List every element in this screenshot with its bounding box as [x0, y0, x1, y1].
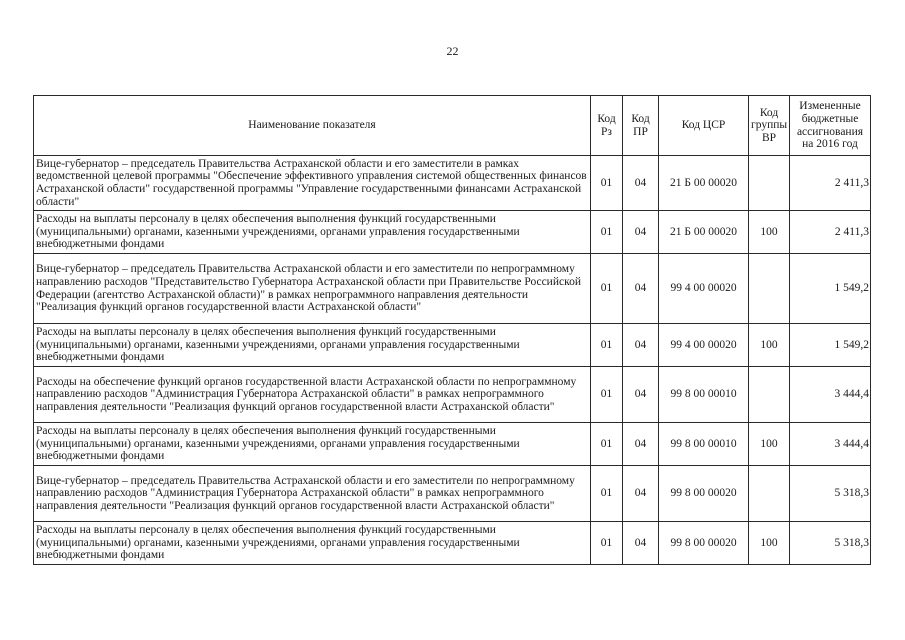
row-pr: 04	[623, 211, 659, 254]
table-row	[34, 367, 871, 423]
row-pr: 04	[623, 156, 659, 211]
budget-table	[33, 95, 871, 565]
row-name: Расходы на выплаты персоналу в целях обеспечения выполнения функций государственными (муниципальными) органами, казенными учреждениями, органами управления государственными внебюджетными фондами	[34, 211, 591, 254]
table-row	[34, 466, 871, 522]
row-amount: 5 318,3	[790, 522, 871, 565]
row-amount: 1 549,2	[790, 254, 871, 324]
row-amount: 2 411,3	[790, 211, 871, 254]
row-name: Расходы на выплаты персоналу в целях обеспечения выполнения функций государственными (муниципальными) органами, казенными учреждениями, органами управления государственными внебюджетными фондами	[34, 423, 591, 466]
row-name: Вице-губернатор – председатель Правительства Астраханской области и его заместители в рамках ведомственной целевой программы "Обеспечение эффективного управления системой общественных финансов Астраханской области" государственной программы "Управление государственными финансами Астраханской области"	[34, 156, 591, 211]
row-vr	[749, 466, 790, 522]
row-csr: 21 Б 00 00020	[659, 156, 749, 211]
header-pr: Код ПР	[623, 96, 659, 156]
row-csr: 99 8 00 00010	[659, 423, 749, 466]
row-pr: 04	[623, 423, 659, 466]
row-vr: 100	[749, 324, 790, 367]
header-amount: Измененные бюджетные ассигнования на 2016 год	[790, 96, 871, 156]
table-row	[34, 423, 871, 466]
row-pr: 04	[623, 466, 659, 522]
row-rz: 01	[591, 211, 623, 254]
row-rz: 01	[591, 423, 623, 466]
table-row	[34, 156, 871, 211]
header-csr: Код ЦСР	[659, 96, 749, 156]
row-vr	[749, 367, 790, 423]
header-name: Наименование показателя	[34, 96, 591, 156]
row-csr: 21 Б 00 00020	[659, 211, 749, 254]
table-row	[34, 522, 871, 565]
row-pr: 04	[623, 324, 659, 367]
header-vr: Код группы ВР	[749, 96, 790, 156]
header-rz: Код Рз	[591, 96, 623, 156]
row-name: Вице-губернатор – председатель Правительства Астраханской области и его заместители по непрограммному направлению расходов "Администрация Губернатора Астраханской области" в рамках непрограммного направления деятельности "Реализация функций органов государственной власти Астраханской области"	[34, 466, 591, 522]
row-pr: 04	[623, 367, 659, 423]
row-amount: 2 411,3	[790, 156, 871, 211]
row-pr: 04	[623, 254, 659, 324]
row-name: Расходы на выплаты персоналу в целях обеспечения выполнения функций государственными (муниципальными) органами, казенными учреждениями, органами управления государственными внебюджетными фондами	[34, 522, 591, 565]
row-amount: 1 549,2	[790, 324, 871, 367]
table-row	[34, 211, 871, 254]
row-csr: 99 4 00 00020	[659, 254, 749, 324]
row-csr: 99 4 00 00020	[659, 324, 749, 367]
row-rz: 01	[591, 466, 623, 522]
row-rz: 01	[591, 324, 623, 367]
row-rz: 01	[591, 156, 623, 211]
row-amount: 3 444,4	[790, 423, 871, 466]
row-vr: 100	[749, 211, 790, 254]
row-amount: 3 444,4	[790, 367, 871, 423]
row-amount: 5 318,3	[790, 466, 871, 522]
row-vr	[749, 254, 790, 324]
table-header-row	[34, 96, 871, 156]
row-name: Расходы на обеспечение функций органов государственной власти Астраханской области по непрограммному направлению расходов "Администрация Губернатора Астраханской области" в рамках непрограммного направления деятельности "Реализация функций органов государственной власти Астраханской области"	[34, 367, 591, 423]
row-name: Расходы на выплаты персоналу в целях обеспечения выполнения функций государственными (муниципальными) органами, казенными учреждениями, органами управления государственными внебюджетными фондами	[34, 324, 591, 367]
row-csr: 99 8 00 00020	[659, 466, 749, 522]
row-rz: 01	[591, 367, 623, 423]
row-rz: 01	[591, 254, 623, 324]
row-csr: 99 8 00 00010	[659, 367, 749, 423]
row-vr	[749, 156, 790, 211]
page-number: 22	[446, 44, 459, 58]
row-vr: 100	[749, 522, 790, 565]
row-csr: 99 8 00 00020	[659, 522, 749, 565]
row-vr: 100	[749, 423, 790, 466]
row-pr: 04	[623, 522, 659, 565]
row-name: Вице-губернатор – председатель Правительства Астраханской области и его заместители по непрограммному направлению расходов "Представительство Губернатора Астраханской области при Правительстве Российской Федерации (агентство Астраханской области)" в рамках непрограммного направления деятельности "Реализация функций органов государственной власти Астраханской области"	[34, 254, 591, 324]
row-rz: 01	[591, 522, 623, 565]
table-row	[34, 324, 871, 367]
table-row	[34, 254, 871, 324]
